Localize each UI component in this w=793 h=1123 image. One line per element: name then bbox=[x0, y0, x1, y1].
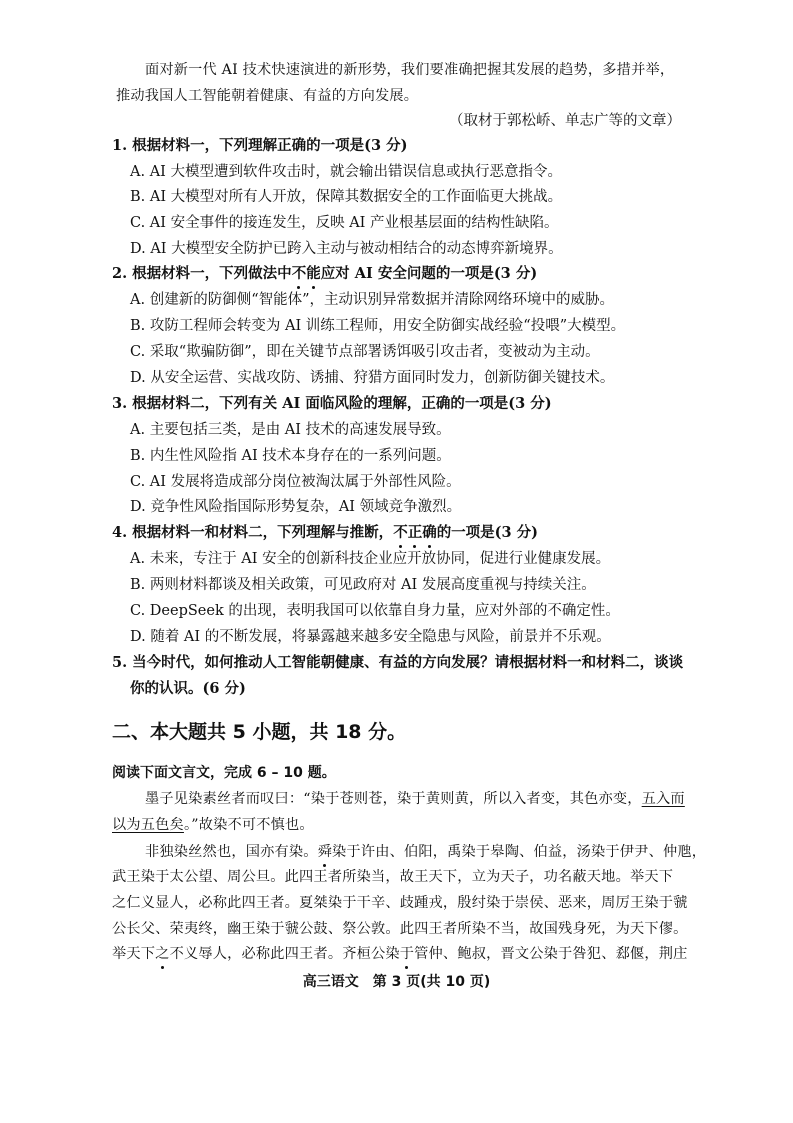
q3-option-c: C. AI 发展将造成部分岗位被淘汰属于外部性风险。 bbox=[130, 474, 461, 490]
q2-option-b: B. 攻防工程师会转变为 AI 训练工程师，用安全防御实战经验“投喂”大模型。 bbox=[130, 318, 626, 334]
q3-option-b: B. 内生性风险指 AI 技术本身存在的一系列问题。 bbox=[130, 448, 451, 464]
underlined-phrase: 以为五色矣 bbox=[112, 817, 184, 833]
q2-option-a: A. 创建新的防御侧“智能体”，主动识别异常数据并清除网络环境中的威胁。 bbox=[130, 292, 615, 308]
question-2-stem: 2. 根据材料一，下列做法中不能应对 AI 安全问题的一项是(3 分) bbox=[112, 265, 538, 282]
q3-option-d: D. 竞争性风险指国际形势复杂，AI 领域竞争激烈。 bbox=[130, 499, 462, 515]
question-5-stem-line-2: 你的认识。(6 分) bbox=[130, 680, 246, 697]
q1-option-d: D. AI 大模型安全防护已跨入主动与被动相结合的动态博弈新境界。 bbox=[130, 241, 563, 257]
emphasis-dot-char: 确 bbox=[422, 524, 437, 541]
section-instruction: 阅读下面文言文，完成 6 – 10 题。 bbox=[112, 765, 336, 781]
emphasis-dot-char: 不 bbox=[291, 265, 307, 282]
emphasis-dot-char: 能 bbox=[306, 265, 321, 282]
q2-option-c: C. 采取“欺骗防御”，即在关键节点部署诱饵吸引攻击者，变被动为主动。 bbox=[130, 344, 600, 360]
q3-option-a: A. 主要包括三类，是由 AI 技术的高速发展导致。 bbox=[130, 422, 451, 438]
emphasis-dot-char: 舜 bbox=[317, 844, 333, 860]
question-1-stem: 1. 根据材料一，下列理解正确的一项是(3 分) bbox=[112, 137, 408, 154]
classical-p2-line-4: 公长父、荣夷终，幽王染于虢公鼓、祭公敦。此四王者所染不当，故国残身死，为天下僇。 bbox=[112, 921, 688, 937]
intro-line-1: 面对新一代 AI 技术快速演进的新形势，我们要准确把握其发展的趋势，多措并举， bbox=[145, 62, 675, 78]
emphasis-dot-char: 正 bbox=[407, 524, 423, 541]
emphasis-dot-char: 于 bbox=[399, 946, 415, 962]
q4-option-a: A. 未来，专注于 AI 安全的创新科技企业应开放协同，促进行业健康发展。 bbox=[130, 551, 611, 567]
classical-p1-line-1: 墨子见染素丝者而叹曰：“染于苍则苍，染于黄则黄，所以入者变，其色亦变，五入而 bbox=[145, 791, 685, 807]
q4-option-c: C. DeepSeek 的出现，表明我国可以依靠自身力量，应对外部的不确定性。 bbox=[130, 603, 620, 619]
page-footer: 高三语文 第 3 页(共 10 页) bbox=[302, 974, 491, 990]
classical-p2-line-5: 举天下之不义辱人，必称此四王者。齐桓公染于管仲、鲍叔，晋文公染于咎犯、郄偃，荆庄 bbox=[112, 946, 688, 962]
emphasis-dot-char: 之 bbox=[155, 946, 170, 962]
emphasis-dot-char: 不 bbox=[393, 524, 408, 541]
q4-option-d: D. 随着 AI 的不断发展，将暴露越来越多安全隐患与风险，前景并不乐观。 bbox=[130, 629, 611, 645]
classical-p2-line-3: 之仁义显人，必称此四王者。夏桀染于干辛、歧踵戎，殷纣染于崇侯、恶来，周厉王染于虢 bbox=[112, 895, 688, 911]
underlined-phrase: 五入而 bbox=[641, 791, 685, 807]
question-4-stem: 4. 根据材料一和材料二，下列理解与推断，不正确的一项是(3 分) bbox=[112, 524, 539, 541]
q4-option-b: B. 两则材料都谈及相关政策，可见政府对 AI 发展高度重视与持续关注。 bbox=[130, 577, 596, 593]
q1-option-c: C. AI 安全事件的接连发生，反映 AI 产业根基层面的结构性缺陷。 bbox=[130, 215, 559, 231]
q1-option-b: B. AI 大模型对所有人开放，保障其数据安全的工作面临更大挑战。 bbox=[130, 189, 563, 205]
section-heading: 二、本大题共 5 小题，共 18 分。 bbox=[112, 721, 407, 743]
question-3-stem: 3. 根据材料二，下列有关 AI 面临风险的理解，正确的一项是(3 分) bbox=[112, 395, 552, 412]
intro-line-2: 推动我国人工智能朝着健康、有益的方向发展。 bbox=[116, 88, 419, 104]
q1-option-a: A. AI 大模型遭到软件攻击时，就会输出错误信息或执行恶意指令。 bbox=[130, 164, 562, 180]
source-citation: （取材于郭松峤、单志广等的文章） bbox=[449, 113, 681, 129]
classical-p2-line-1: 非独染丝然也，国亦有染。舜染于许由、伯阳，禹染于皋陶、伯益，汤染于伊尹、仲虺， bbox=[145, 844, 707, 860]
q2-option-d: D. 从安全运营、实战攻防、诱捕、狩猎方面同时发力，创新防御关键技术。 bbox=[130, 370, 615, 386]
classical-p1-line-2: 以为五色矣。”故染不可不慎也。 bbox=[112, 817, 314, 833]
classical-p2-line-2: 武王染于太公望、周公旦。此四王者所染当，故王天下，立为天子，功名蔽天地。举天下 bbox=[112, 869, 674, 885]
question-5-stem-line-1: 5. 当今时代，如何推动人工智能朝健康、有益的方向发展？请根据材料一和材料二，谈谈 bbox=[112, 654, 684, 671]
